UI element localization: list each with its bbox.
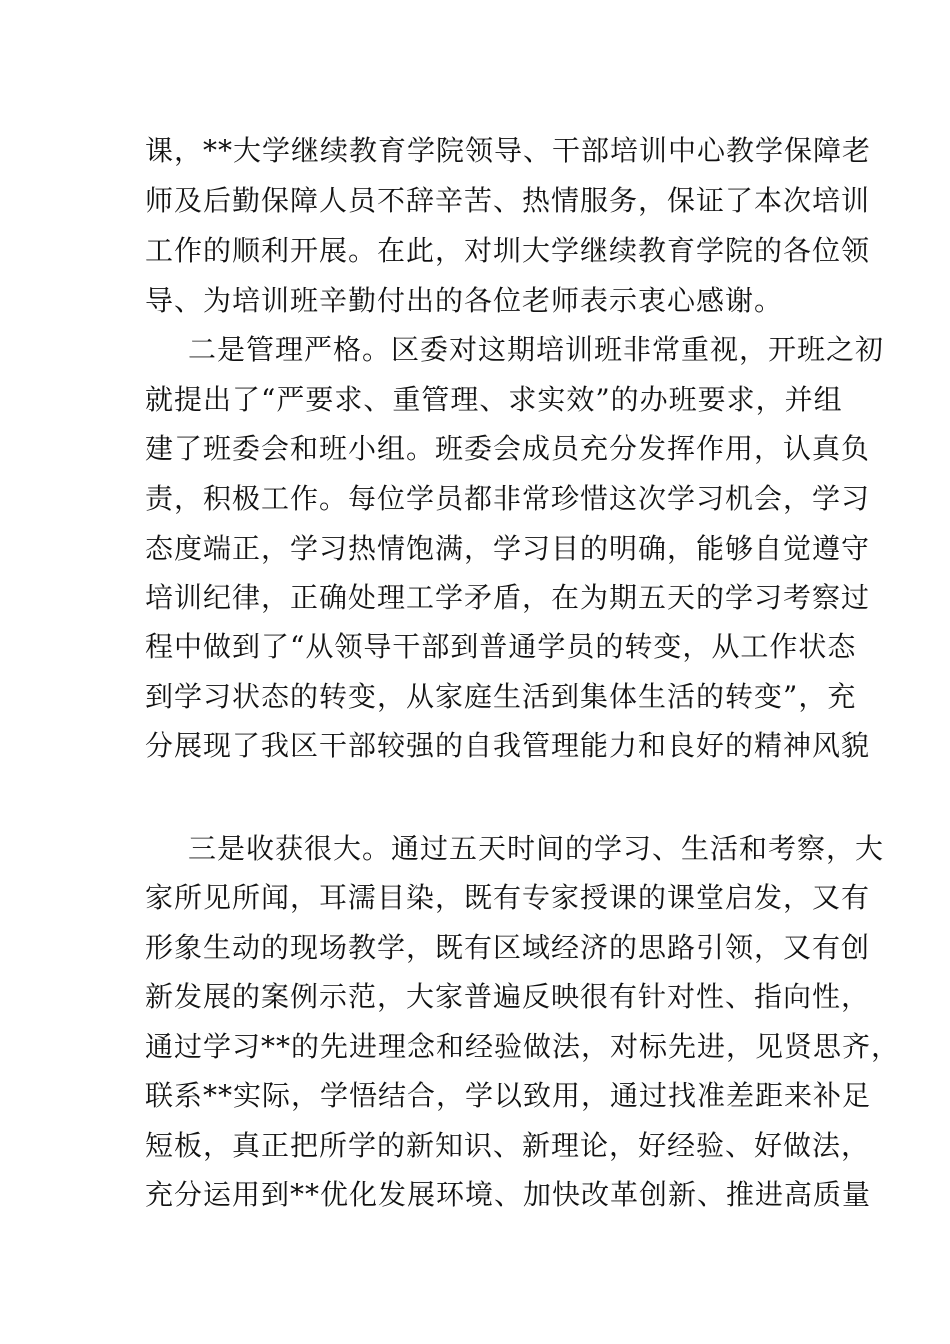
text-line: 二是管理严格。区委对这期培训班非常重视，开班之初 — [188, 333, 885, 366]
text-line: 充分运用到**优化发展环境、加快改革创新、推进高质量 — [145, 1178, 872, 1211]
text-line: 程中做到了“从领导干部到普通学员的转变，从工作状态 — [145, 630, 857, 663]
text-line: 分展现了我区干部较强的自我管理能力和良好的精神风貌 — [145, 729, 871, 762]
text-line: 责，积极工作。每位学员都非常珍惜这次学习机会，学习 — [145, 482, 871, 515]
text-line: 师及后勤保障人员不辞辛苦、热情服务，保证了本次培训 — [145, 184, 871, 217]
text-line: 短板，真正把所学的新知识、新理论，好经验、好做法， — [145, 1129, 871, 1162]
text-line: 到学习状态的转变，从家庭生活到集体生活的转变”，充 — [145, 680, 857, 713]
text-line: 新发展的案例示范，大家普遍反映很有针对性、指向性， — [145, 980, 871, 1013]
text-line: 建了班委会和班小组。班委会成员充分发挥作用，认真负 — [145, 432, 871, 465]
text-line: 培训纪律，正确处理工学矛盾，在为期五天的学习考察过 — [145, 581, 871, 614]
text-line: 就提出了“严要求、重管理、求实效”的办班要求，并组 — [145, 383, 843, 416]
text-line: 导、为培训班辛勤付出的各位老师表示衷心感谢。 — [145, 284, 784, 317]
text-line: 通过学习**的先进理念和经验做法，对标先进，见贤思齐， — [145, 1030, 901, 1063]
text-line: 形象生动的现场教学，既有区域经济的思路引领，又有创 — [145, 931, 871, 964]
text-line: 工作的顺利开展。在此，对圳大学继续教育学院的各位领 — [145, 234, 871, 267]
text-line: 联系**实际，学悟结合，学以致用，通过找准差距来补足 — [145, 1079, 872, 1112]
text-line: 家所见所闻，耳濡目染，既有专家授课的课堂启发，又有 — [145, 881, 871, 914]
text-line: 课，**大学继续教育学院领导、干部培训中心教学保障老 — [145, 134, 872, 167]
text-line: 态度端正，学习热情饱满，学习目的明确，能够自觉遵守 — [145, 532, 871, 565]
text-line: 三是收获很大。通过五天时间的学习、生活和考察，大 — [188, 832, 885, 865]
